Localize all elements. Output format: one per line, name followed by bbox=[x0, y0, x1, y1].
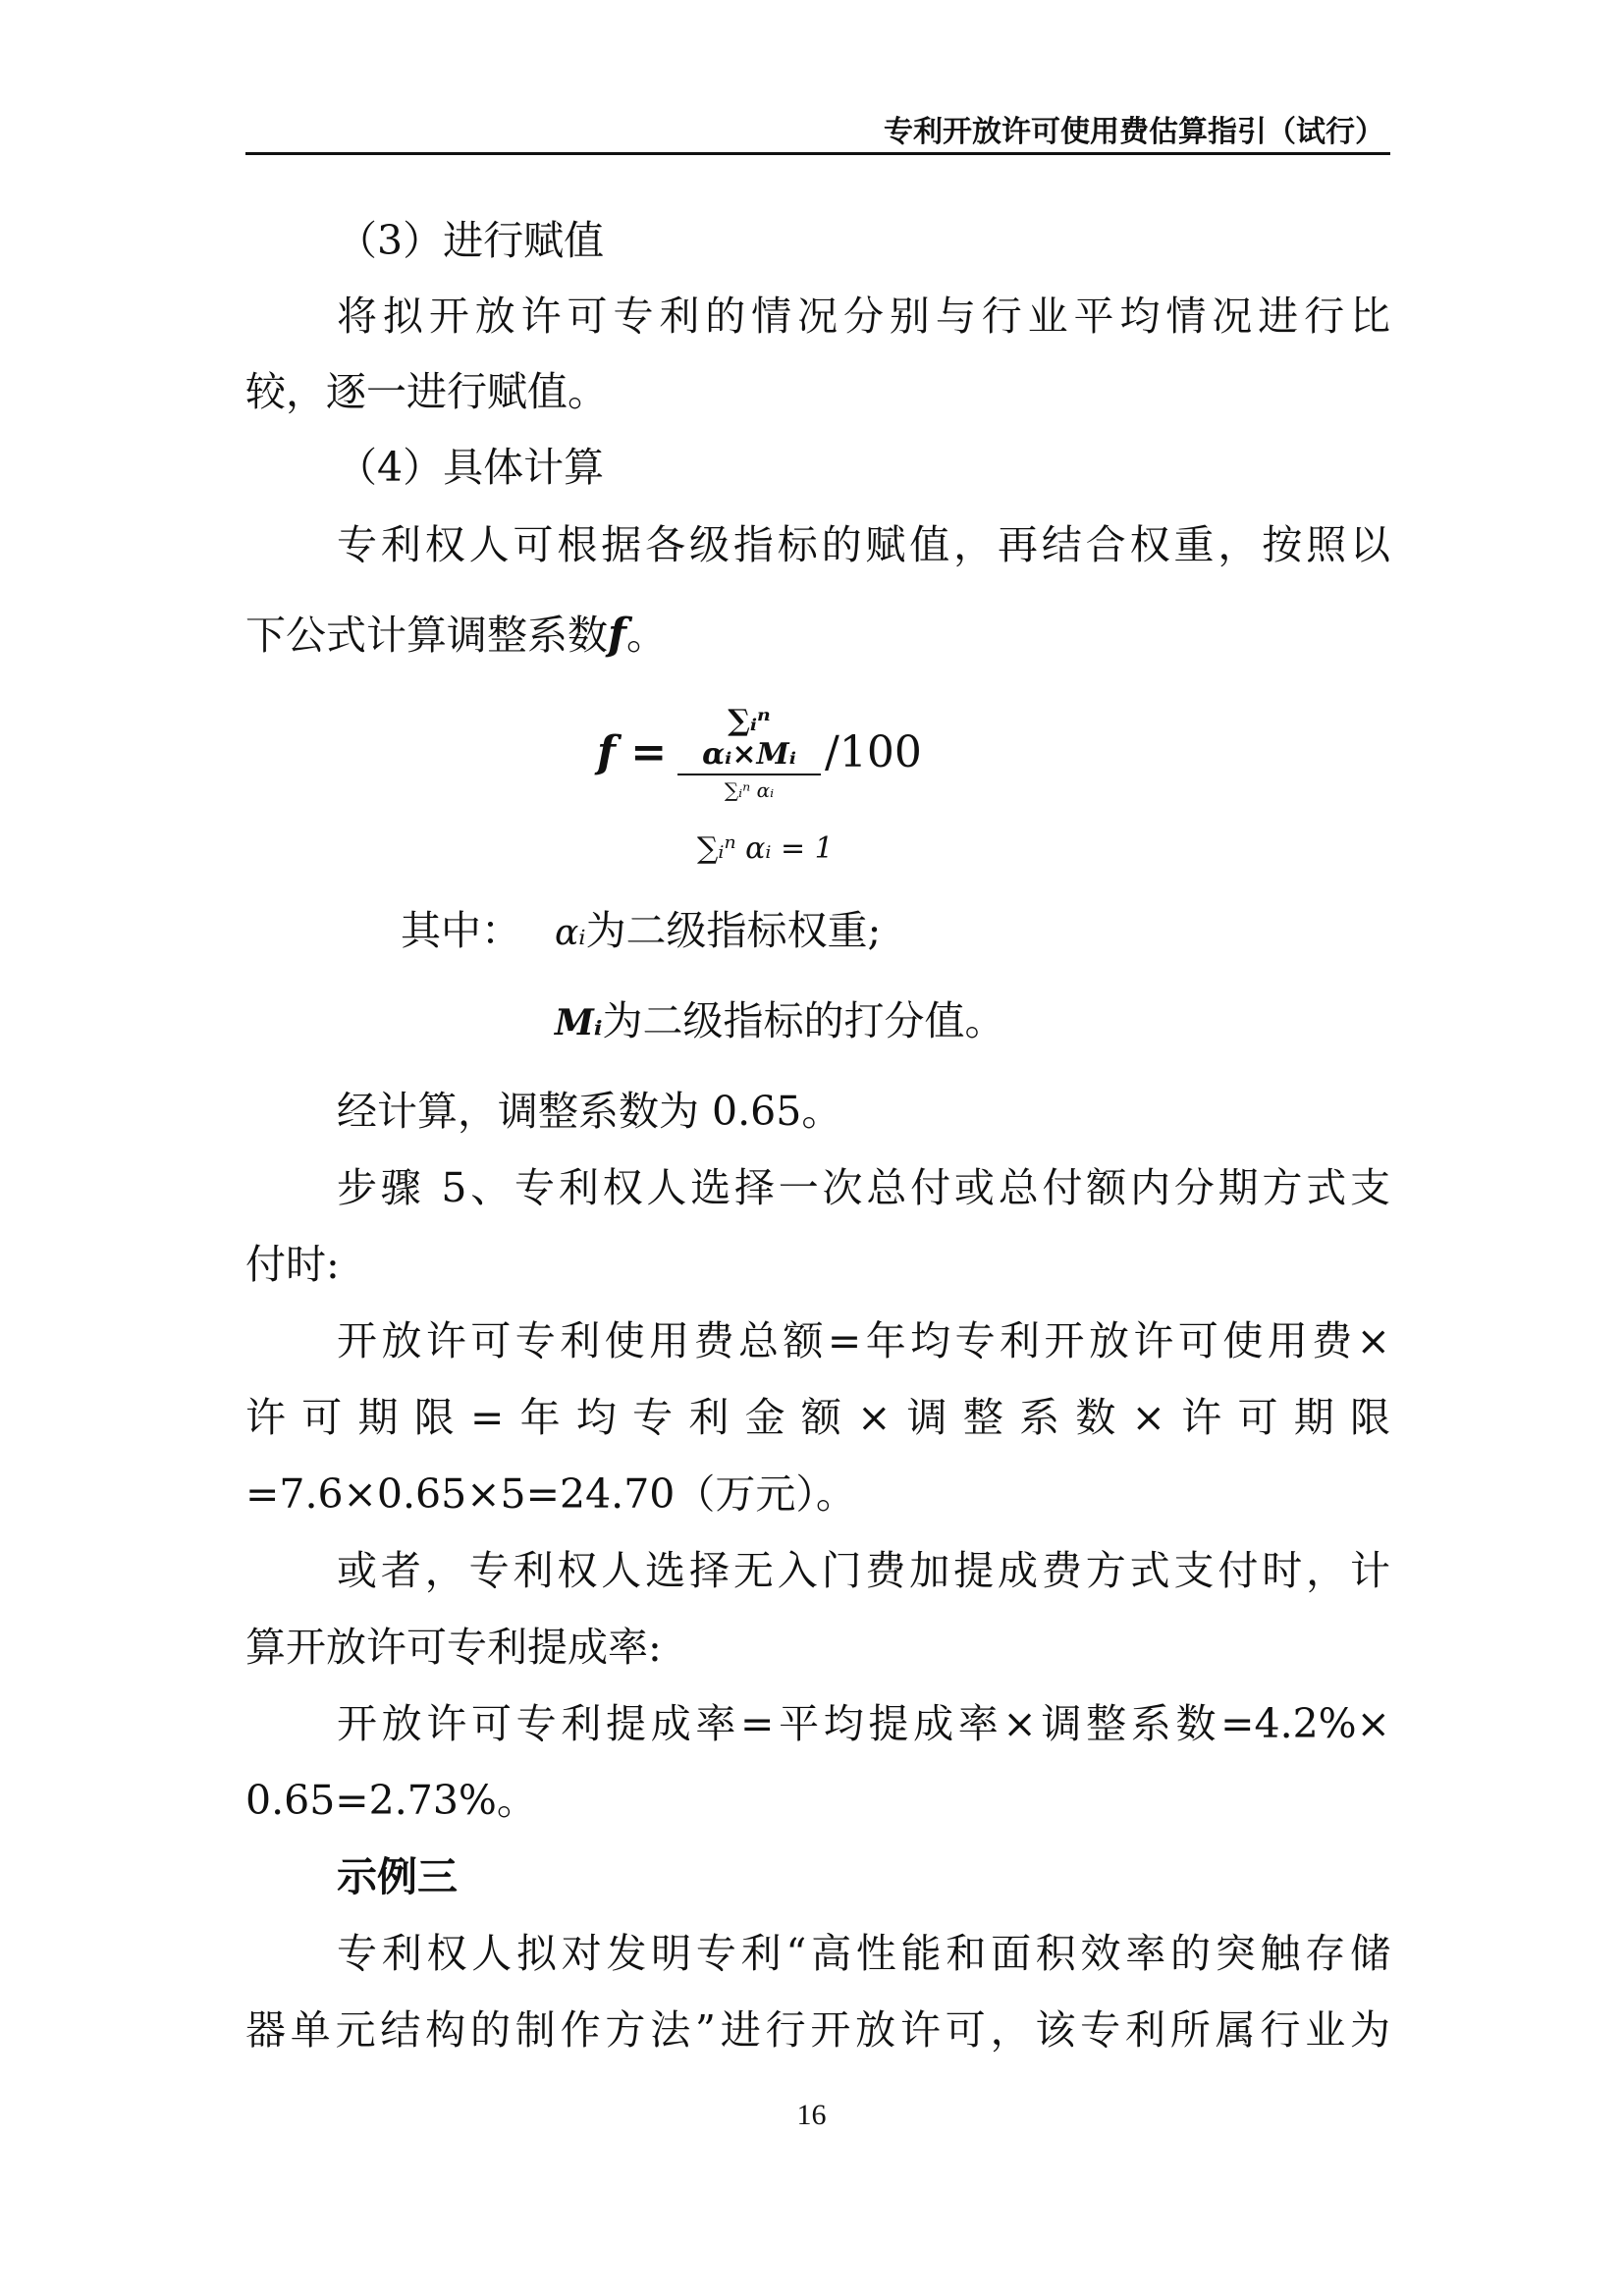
fraction-bar bbox=[677, 774, 821, 775]
m-symbol: Mᵢ bbox=[555, 1002, 603, 1043]
formula-denominator: ∑ᵢⁿ αᵢ bbox=[724, 778, 775, 802]
paragraph-line: 0.65=2.73%。 bbox=[245, 1777, 537, 1824]
paragraph-line: 或者，专利权人选择无入门费加提成费方式支付时，计 bbox=[337, 1547, 1390, 1594]
formula-numerator: ∑ᵢⁿ αᵢ×Mᵢ bbox=[702, 704, 796, 772]
paragraph-line: 器单元结构的制作方法”进行开放许可，该专利所属行业为 bbox=[245, 2006, 1390, 2054]
running-header: 专利开放许可使用费估算指引（试行） bbox=[245, 110, 1390, 155]
paragraph-line bbox=[245, 610, 1390, 660]
page-number: 16 bbox=[796, 2099, 827, 2131]
formula-divisor: /100 bbox=[825, 727, 922, 777]
paragraph-line: =7.6×0.65×5=24.70（万元）。 bbox=[245, 1470, 856, 1518]
paragraph-line: 开放许可专利使用费总额=年均专利开放许可使用费× bbox=[337, 1317, 1390, 1364]
paragraph-line: 算开放许可专利提成率: bbox=[245, 1624, 662, 1671]
subheading-4: （4）具体计算 bbox=[337, 444, 605, 491]
variable-f: f bbox=[608, 610, 626, 660]
paragraph-line: 将拟开放许可专利的情况分别与行业平均情况进行比 bbox=[337, 293, 1390, 340]
where-m bbox=[555, 997, 1005, 1044]
paragraph-line: 较，逐一进行赋值。 bbox=[245, 368, 608, 415]
subheading-3: （3）进行赋值 bbox=[337, 217, 605, 264]
paragraph-line: 许可期限=年均专利金额×调整系数×许可期限 bbox=[245, 1394, 1390, 1441]
paragraph-line: 开放许可专利提成率=平均提成率×调整系数=4.2%× bbox=[337, 1700, 1390, 1747]
where-label: 其中： bbox=[401, 907, 521, 954]
formula-lhs: f = bbox=[597, 727, 668, 777]
paragraph-line: 经计算，调整系数为 0.65。 bbox=[337, 1088, 842, 1135]
paragraph-end: 。 bbox=[625, 612, 667, 659]
alpha-symbol: αᵢ bbox=[555, 913, 586, 953]
paragraph-line: 步骤 5、专利权人选择一次总付或总付额内分期方式支 bbox=[337, 1164, 1390, 1211]
formula-constraint: ∑ᵢⁿ αᵢ = 1 bbox=[697, 831, 834, 866]
paragraph-text: 下公式计算调整系数 bbox=[245, 612, 608, 659]
formula-fraction bbox=[677, 705, 821, 803]
alpha-description: 为二级指标权重; bbox=[585, 907, 882, 954]
paragraph-line: 专利权人拟对发明专利“高性能和面积效率的突触存储 bbox=[337, 1930, 1390, 1977]
where-alpha bbox=[555, 907, 882, 954]
paragraph-line: 专利权人可根据各级指标的赋值，再结合权重，按照以 bbox=[337, 521, 1390, 568]
paragraph-line: 付时: bbox=[245, 1241, 340, 1288]
m-description: 为二级指标的打分值。 bbox=[602, 997, 1005, 1044]
example-heading: 示例三 bbox=[337, 1853, 458, 1900]
